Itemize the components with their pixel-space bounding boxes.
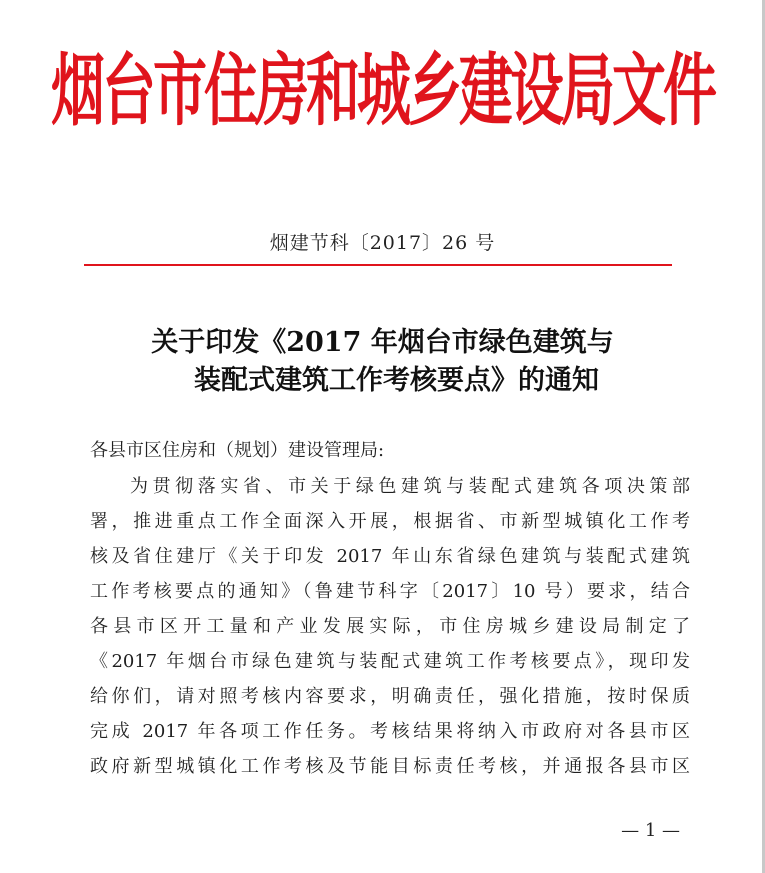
body-line: 工作考核要点的通知》（鲁建节科字〔2017〕10 号）要求，结合 bbox=[90, 581, 690, 602]
body-line: 为贯彻落实省、市关于绿色建筑与装配式建筑各项决策部 bbox=[130, 476, 690, 497]
notice-title-line-2: 装配式建筑工作考核要点》的通知 bbox=[194, 365, 599, 396]
notice-title-line-1: 关于印发《2017 年烟台市绿色建筑与 bbox=[151, 327, 614, 358]
body-line: 政府新型城镇化工作考核及节能目标责任考核，并通报各县市区 bbox=[90, 756, 690, 777]
red-divider-rule bbox=[84, 264, 672, 266]
salutation: 各县市区住房和（规划）建设管理局: bbox=[90, 440, 385, 461]
body-line: 给你们，请对照考核内容要求，明确责任，强化措施，按时保质 bbox=[90, 686, 690, 707]
body-line: 署，推进重点工作全面深入开展，根据省、市新型城镇化工作考 bbox=[90, 511, 690, 532]
body-paragraph bbox=[90, 469, 690, 784]
body-line: 核及省住建厅《关于印发 2017 年山东省绿色建筑与装配式建筑 bbox=[90, 546, 690, 567]
body-line: 各县市区开工量和产业发展实际，市住房城乡建设局制定了 bbox=[90, 616, 690, 637]
body-line: 完成 2017 年各项工作任务。考核结果将纳入市政府对各县市区 bbox=[90, 721, 690, 742]
masthead-title: 烟台市住房和城乡建设局文件 bbox=[51, 44, 714, 137]
page-number: — 1 — bbox=[621, 820, 680, 841]
body-line: 《2017 年烟台市绿色建筑与装配式建筑工作考核要点》，现印发 bbox=[90, 651, 690, 672]
document-number: 烟建节科〔2017〕26 号 bbox=[269, 232, 496, 254]
